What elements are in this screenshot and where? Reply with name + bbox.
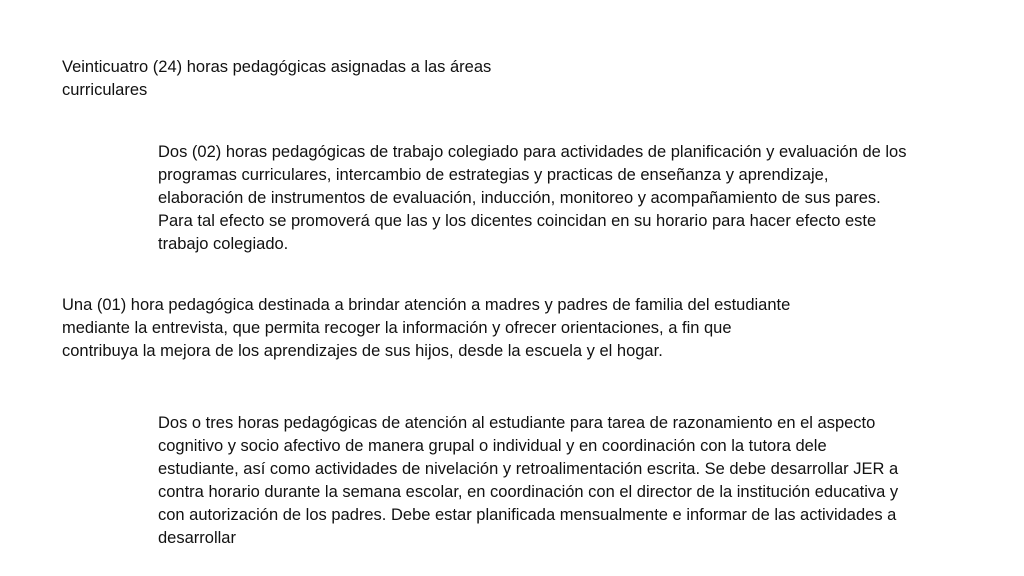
text-line: con autorización de los padres. Debe estar planificada mensualmente e informar de las actividades a [158, 506, 897, 524]
text-line: Dos (02) horas pedagógicas de trabajo colegiado para actividades de planificación y evaluación de los [158, 143, 907, 161]
paragraph-parent-attention [62, 294, 790, 363]
text-line: contra horario durante la semana escolar, en coordinación con el director de la institución educativa y [158, 483, 899, 501]
text-line: desarrollar [158, 529, 236, 547]
text-line: mediante la entrevista, que permita recoger la información y ofrecer orientaciones, a fin que [62, 319, 732, 337]
text-line: Una (01) hora pedagógica destinada a brindar atención a madres y padres de familia del estudiante [62, 296, 791, 314]
paragraph-collegiate-work [158, 141, 906, 256]
text-line: cognitivo y socio afectivo de manera grupal o individual y en coordinación con la tutora dele [158, 437, 827, 455]
paragraph-24-hours [62, 56, 491, 102]
text-line: Dos o tres horas pedagógicas de atención al estudiante para tarea de razonamiento en el aspecto [158, 414, 876, 432]
text-line: trabajo colegiado. [158, 235, 289, 253]
text-line: programas curriculares, intercambio de estrategias y practicas de enseñanza y aprendizaje, [158, 166, 829, 184]
text-line: contribuya la mejora de los aprendizajes de sus hijos, desde la escuela y el hogar. [62, 342, 663, 360]
text-line: Veinticuatro (24) horas pedagógicas asignadas a las áreas [62, 58, 492, 76]
text-line: elaboración de instrumentos de evaluación, inducción, monitoreo y acompañamiento de sus pares. [158, 189, 881, 207]
text-line: estudiante, así como actividades de nivelación y retroalimentación escrita. Se debe desarrollar JER a [158, 460, 899, 478]
paragraph-student-attention [158, 412, 898, 550]
text-line: Para tal efecto se promoverá que las y los dicentes coincidan en su horario para hacer efecto este [158, 212, 877, 230]
text-line: curriculares [62, 81, 148, 99]
